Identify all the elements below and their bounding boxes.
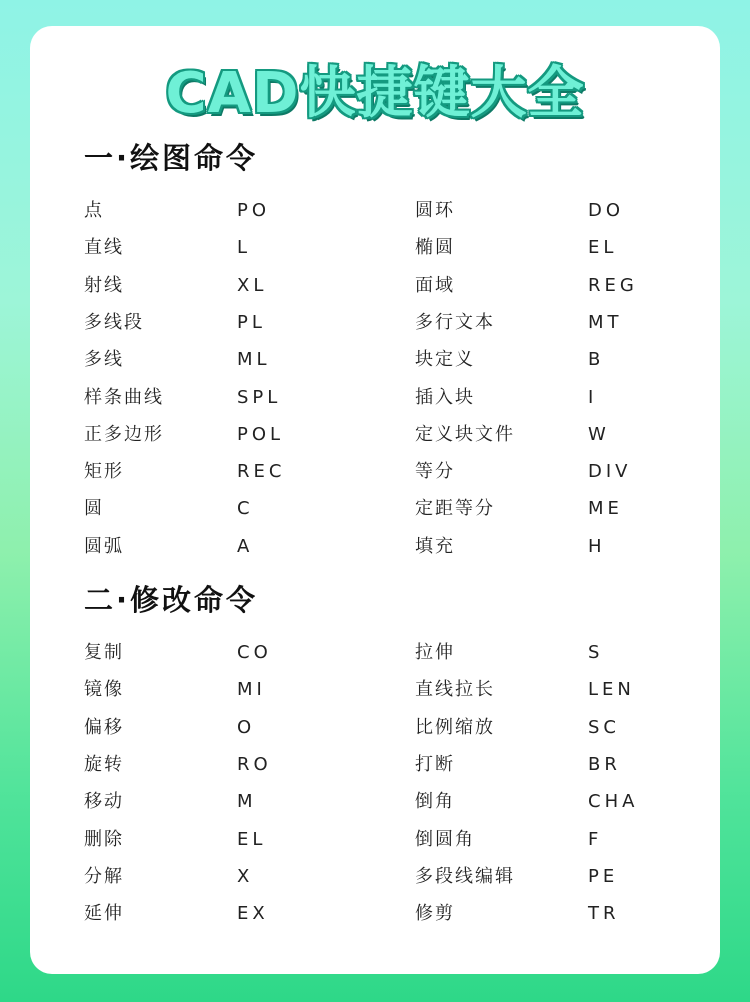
command-name: 点 [84,200,104,221]
command-name: 面域 [415,274,455,296]
command-key: PL [237,311,266,333]
command-name: 打断 [415,753,455,775]
command-key: EL [237,828,267,850]
shortcut-row [30,307,720,339]
shortcut-row [30,344,720,376]
shortcut-row [30,637,720,669]
page-title: CAD快捷键大全 [165,61,585,126]
shortcut-row [30,270,720,302]
command-name: 多线段 [84,311,144,333]
shortcut-row [30,493,720,525]
content-card [30,26,720,974]
command-name: 正多边形 [84,423,164,445]
shortcut-row [30,531,720,563]
command-name: 块定义 [415,349,475,371]
command-key: H [588,535,606,557]
command-name: 拉伸 [415,642,455,663]
command-key: X [237,865,254,887]
command-key: DO [588,200,625,221]
command-name: 样条曲线 [84,386,164,408]
command-key: LEN [588,679,635,701]
command-name: 圆 [84,498,104,520]
command-key: CHA [588,791,639,813]
command-name: 圆环 [415,200,455,221]
command-key: SPL [237,386,282,408]
command-key: L [237,237,252,259]
command-name: 矩形 [84,461,124,483]
shortcut-row [30,712,720,744]
shortcut-row [30,786,720,818]
command-name: 直线拉长 [415,679,495,701]
command-key: BR [588,753,621,775]
command-name: 定义块文件 [415,423,515,445]
command-name: 修剪 [415,903,455,925]
command-name: 分解 [84,865,124,887]
command-name: 直线 [84,237,124,259]
command-key: F [588,828,603,850]
command-name: 延伸 [84,903,124,925]
command-key: ML [237,349,271,371]
command-key: RO [237,753,272,775]
command-name: 插入块 [415,386,475,408]
command-key: W [588,423,610,445]
shortcut-row [30,419,720,451]
command-key: PO [237,200,271,221]
command-key: PE [588,865,619,887]
command-key: CO [237,642,272,663]
command-key: ME [588,498,623,520]
command-name: 定距等分 [415,498,495,520]
command-key: REG [588,274,638,296]
shortcut-row [30,195,720,227]
command-name: 多段线编辑 [415,865,515,887]
command-name: 多行文本 [415,311,495,333]
shortcut-row [30,456,720,488]
command-name: 椭圆 [415,237,455,259]
shortcut-row [30,898,720,930]
command-name: 等分 [415,461,455,483]
shortcut-row [30,861,720,893]
command-key: TR [588,903,620,925]
command-key: O [237,716,256,738]
command-key: S [588,642,604,663]
command-key: EX [237,903,269,925]
command-name: 偏移 [84,716,124,738]
command-name: 圆弧 [84,535,124,557]
shortcut-row [30,824,720,856]
command-key: MI [237,679,266,701]
command-name: 删除 [84,828,124,850]
command-name: 倒角 [415,791,455,813]
command-key: C [237,498,254,520]
command-name: 填充 [415,535,455,557]
command-key: SC [588,716,620,738]
command-name: 倒圆角 [415,828,475,850]
command-name: 射线 [84,274,124,296]
command-name: 多线 [84,349,124,371]
command-key: XL [237,274,268,296]
command-key: MT [588,311,623,333]
command-key: I [588,386,598,408]
command-key: B [588,349,605,371]
command-key: REC [237,461,286,483]
command-name: 镜像 [84,679,124,701]
command-key: EL [588,237,618,259]
command-name: 复制 [84,642,124,663]
command-name: 移动 [84,791,124,813]
command-key: A [237,535,254,557]
shortcut-row [30,232,720,264]
command-name: 比例缩放 [415,716,495,738]
command-key: POL [237,423,285,445]
section-heading-modify: 二·修改命令 [84,583,259,617]
command-name: 旋转 [84,753,124,775]
command-key: M [237,791,257,813]
section-heading-draw: 一·绘图命令 [84,141,259,175]
shortcut-row [30,749,720,781]
shortcut-row [30,674,720,706]
command-key: DIV [588,461,632,483]
shortcut-row [30,382,720,414]
